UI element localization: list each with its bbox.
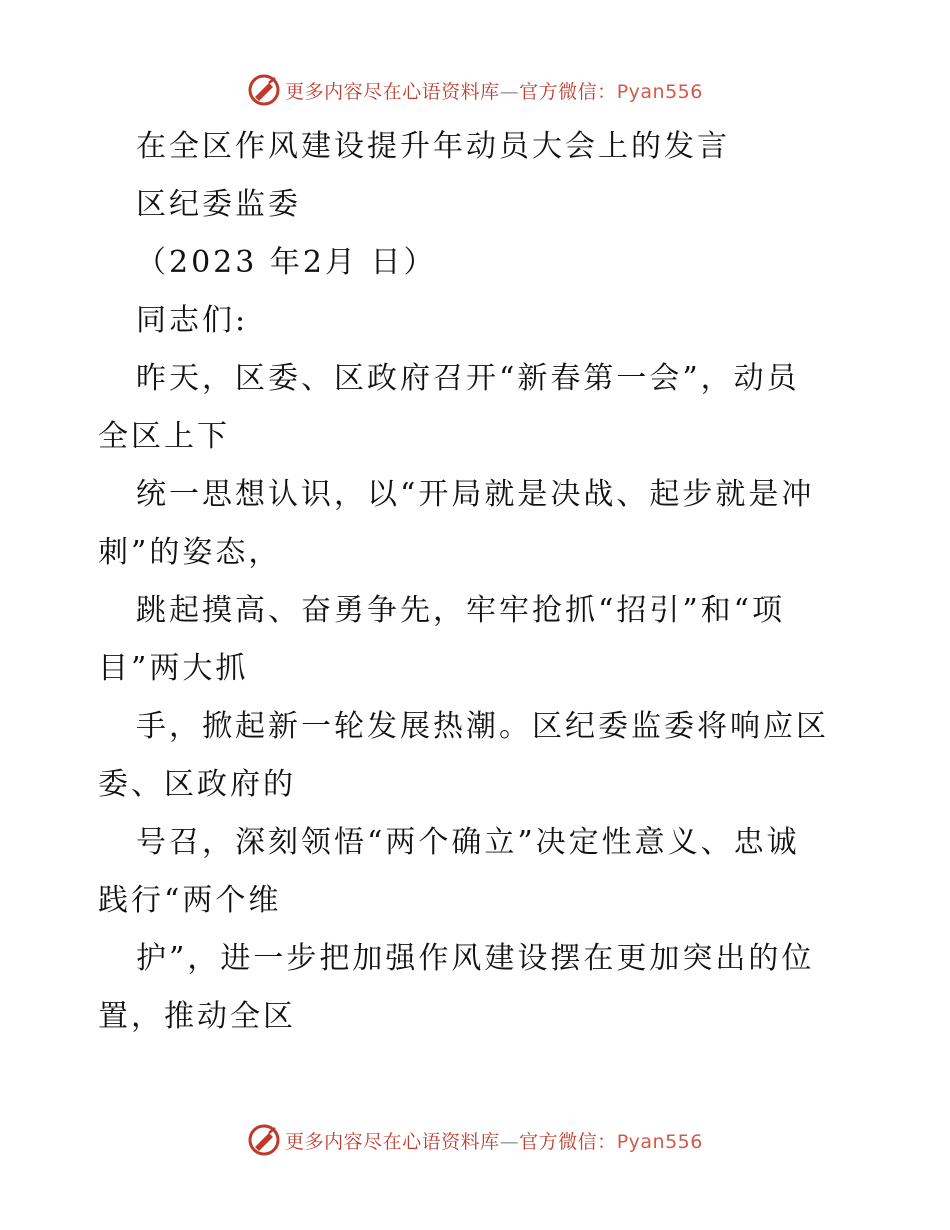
watermark-text: 更多内容尽在心语资料库—官方微信：Pyan556: [285, 1130, 703, 1153]
document-author: 区纪委监委: [136, 187, 301, 222]
paragraph-line: 跳起摸高、奋勇争先，牢牢抢抓“招引”和“项: [136, 593, 786, 628]
footer-watermark: [0, 1120, 950, 1160]
watermark-text: 更多内容尽在心语资料库—官方微信：Pyan556: [285, 80, 703, 103]
paragraph-line: 刺”的姿态，: [98, 535, 282, 570]
paragraph-line: 全区上下: [98, 419, 230, 454]
paragraph-line: 目”两大抓: [98, 651, 249, 686]
document-date: （2023 年2月 日）: [136, 245, 437, 280]
document-body: [98, 118, 854, 1046]
paragraph-line: 置，推动全区: [98, 999, 296, 1034]
document-title: 在全区作风建设提升年动员大会上的发言: [136, 129, 730, 164]
paragraph-line: 践行“两个维: [98, 883, 282, 918]
paragraph-line: 手，掀起新一轮发展热潮。区纪委监委将响应区: [136, 709, 829, 744]
header-watermark: [0, 70, 950, 110]
pen-logo-icon: [247, 73, 281, 107]
paragraph-line: 护”，进一步把加强作风建设摆在更加突出的位: [136, 941, 815, 976]
pen-logo-icon: [247, 1123, 281, 1157]
paragraph-line: 统一思想认识，以“开局就是决战、起步就是冲: [136, 477, 815, 512]
paragraph-line: 昨天，区委、区政府召开“新春第一会”，动员: [136, 361, 800, 396]
paragraph-line: 委、区政府的: [98, 767, 296, 802]
salutation: 同志们:: [136, 303, 249, 338]
paragraph-line: 号召，深刻领悟“两个确立”决定性意义、忠诚: [136, 825, 800, 860]
